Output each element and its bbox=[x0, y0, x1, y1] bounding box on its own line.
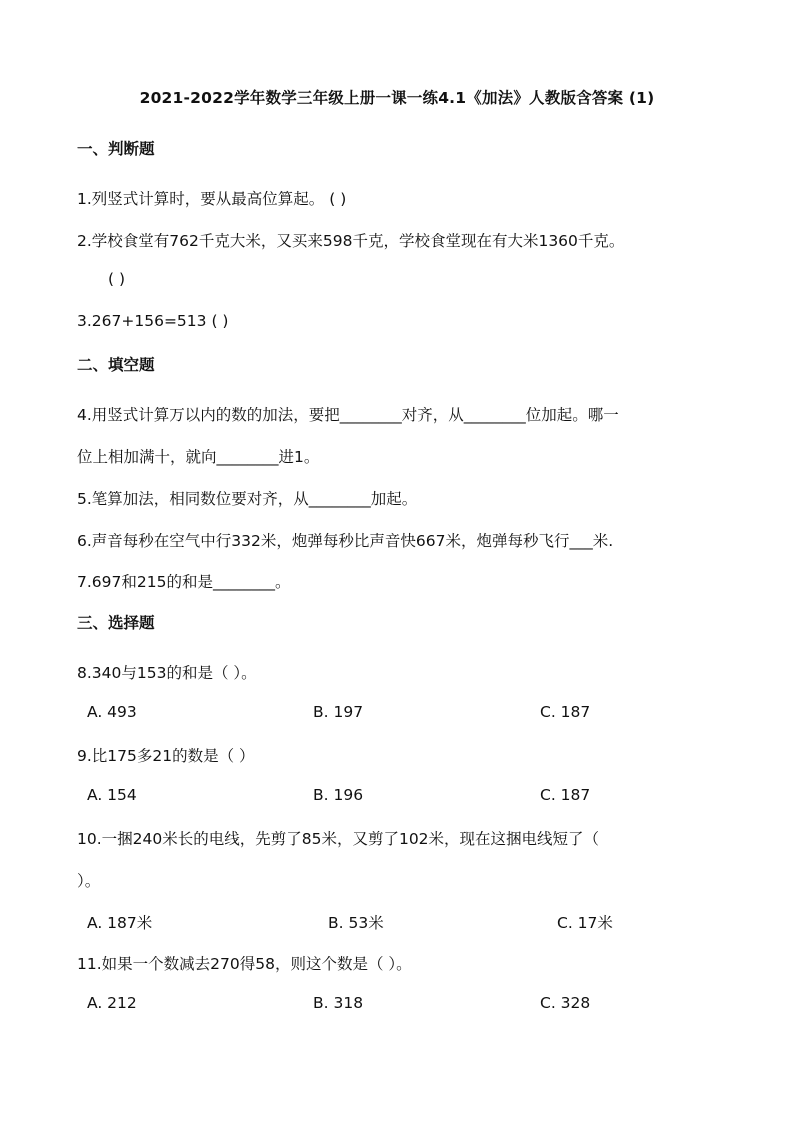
q10-option-c: C. 17米 bbox=[557, 914, 613, 932]
question-7: 7.697和215的和是________。 bbox=[77, 573, 291, 591]
question-6: 6.声音每秒在空气中行332米，炮弹每秒比声音快667米，炮弹每秒飞行___米. bbox=[77, 532, 614, 550]
question-10-line-2: ）。 bbox=[77, 872, 101, 890]
q11-option-c: C. 328 bbox=[540, 994, 591, 1012]
question-2-line-2: ( ) bbox=[108, 270, 126, 288]
q8-option-b: B. 197 bbox=[313, 703, 364, 721]
q11-option-b: B. 318 bbox=[313, 994, 364, 1012]
section-heading-judgment: 一、判断题 bbox=[77, 140, 155, 158]
question-11: 11.如果一个数减去270得58，则这个数是（ ）。 bbox=[77, 955, 412, 973]
question-10-line-1: 10.一捆240米长的电线，先剪了85米，又剪了102米，现在这捆电线短了（ bbox=[77, 830, 600, 848]
q9-option-a: A. 154 bbox=[87, 786, 137, 804]
q8-option-a: A. 493 bbox=[87, 703, 137, 721]
q9-option-b: B. 196 bbox=[313, 786, 364, 804]
q9-option-c: C. 187 bbox=[540, 786, 591, 804]
question-9: 9.比175多21的数是（ ） bbox=[77, 747, 255, 765]
page-title: 2021-2022学年数学三年级上册一课一练4.1《加法》人教版含答案 (1) bbox=[139, 89, 655, 107]
q10-option-b: B. 53米 bbox=[328, 914, 384, 932]
q11-option-a: A. 212 bbox=[87, 994, 137, 1012]
question-2-line-1: 2.学校食堂有762千克大米，又买来598千克，学校食堂现在有大米1360千克。 bbox=[77, 232, 625, 250]
q10-option-a: A. 187米 bbox=[87, 914, 153, 932]
section-heading-fill-blank: 二、填空题 bbox=[77, 356, 155, 374]
question-5: 5.笔算加法，相同数位要对齐，从________加起。 bbox=[77, 490, 418, 508]
question-8: 8.340与153的和是（ ）。 bbox=[77, 664, 257, 682]
question-4-line-2: 位上相加满十，就向________进1。 bbox=[77, 448, 320, 466]
q8-option-c: C. 187 bbox=[540, 703, 591, 721]
question-4-line-1: 4.用竖式计算万以内的数的加法，要把________对齐，从________位加起。哪一 bbox=[77, 406, 619, 424]
question-1: 1.列竖式计算时，要从最高位算起。 ( ) bbox=[77, 190, 347, 208]
question-3: 3.267+156=513 ( ) bbox=[77, 312, 229, 330]
section-heading-multiple-choice: 三、选择题 bbox=[77, 614, 155, 632]
